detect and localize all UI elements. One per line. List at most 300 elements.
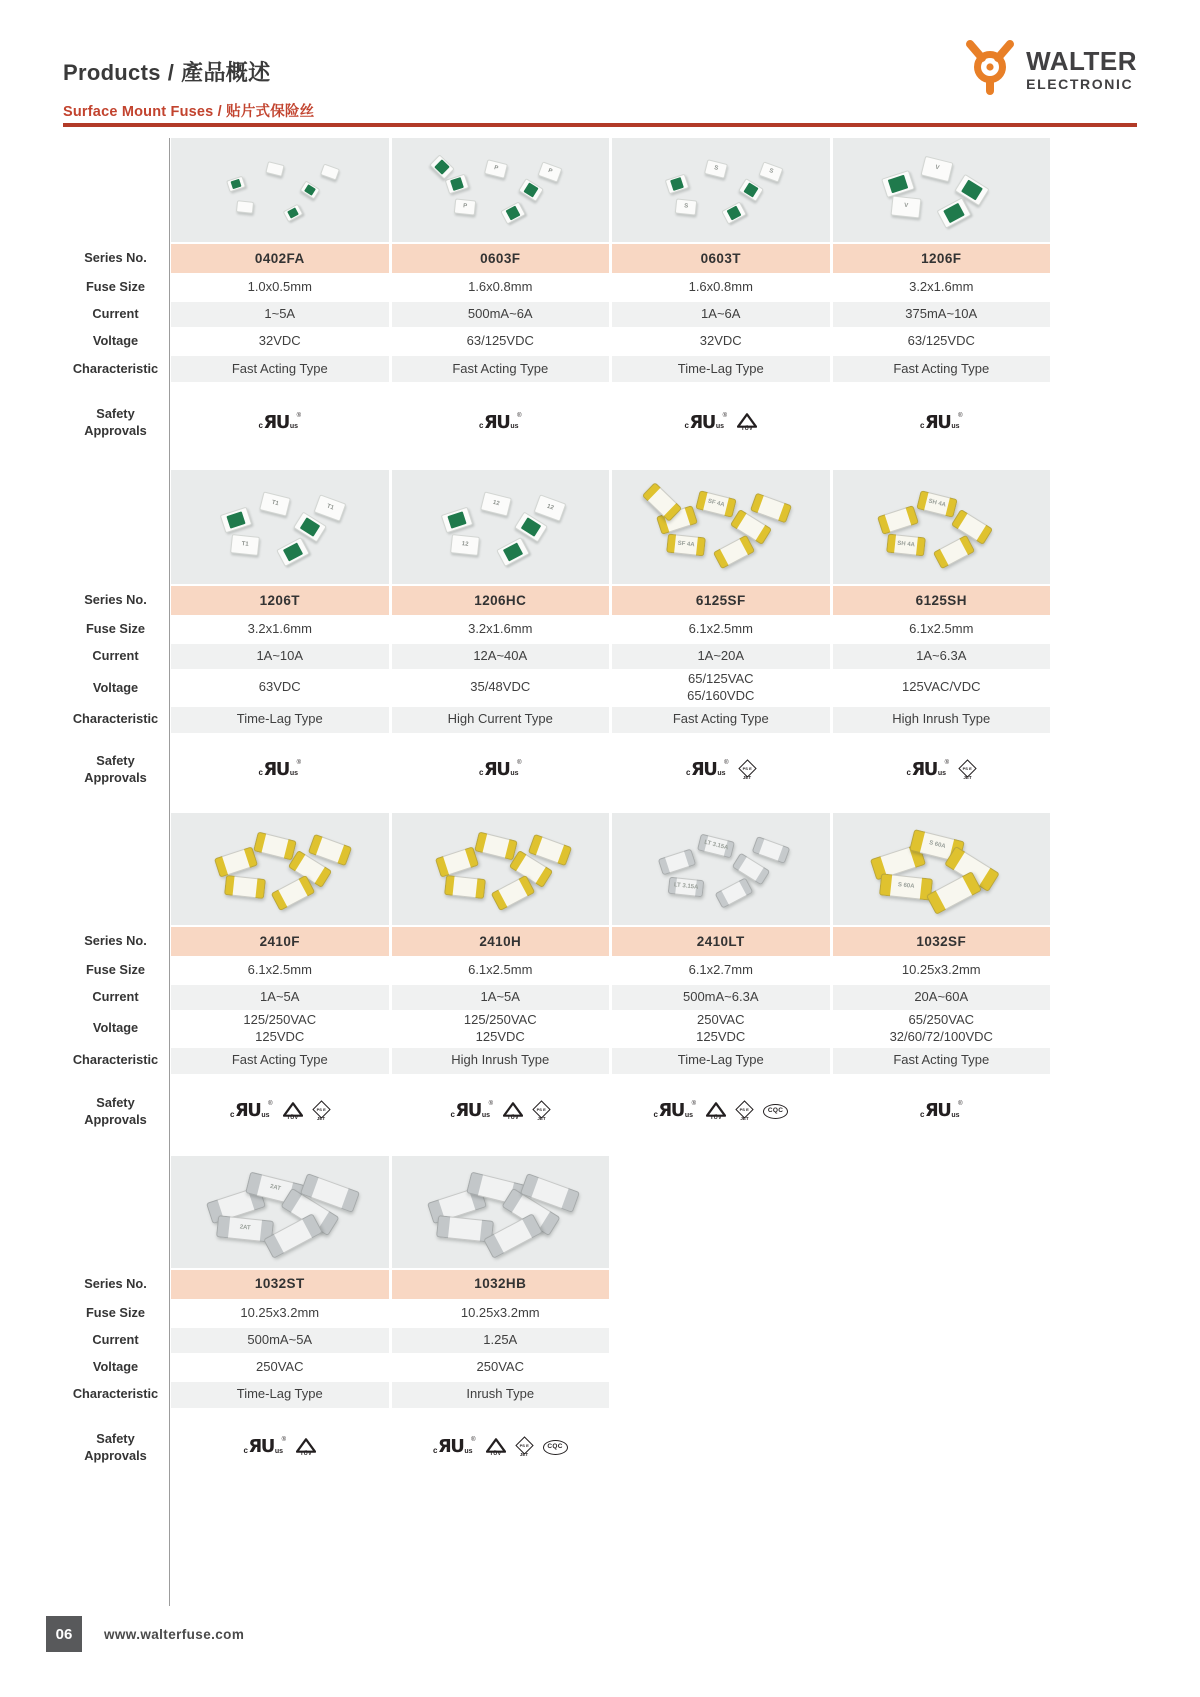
voltage-line: 35/48VDC — [470, 679, 531, 695]
fuse-marking-text: 12 — [492, 499, 501, 508]
product-groups — [63, 138, 1050, 1486]
fuse-chip — [480, 492, 512, 517]
cULus-mark-icon — [229, 1100, 273, 1122]
jet-mark-icon — [736, 1101, 753, 1122]
fuse-marking-text: 12 — [546, 502, 555, 511]
voltage-line: 125VDC — [696, 1028, 746, 1044]
cULus-prefix: c — [653, 1109, 658, 1119]
product-photo — [612, 138, 830, 242]
current-value: 12A~40A — [392, 644, 610, 669]
jet-inner-text: PS E — [316, 1106, 326, 1112]
fuse-chip — [440, 507, 473, 534]
fuse-chip — [666, 534, 706, 557]
cULus-main: ЯU — [455, 1100, 481, 1122]
row-label-current: Current — [92, 306, 139, 322]
cULus-prefix: c — [478, 767, 484, 777]
cULus-mark-icon — [478, 411, 522, 433]
voltage-line: 125/250VAC — [243, 1011, 317, 1027]
fuse-marking-text: P — [463, 202, 468, 209]
row-label-characteristic: Characteristic — [72, 711, 159, 727]
fuse-marking-text: T1 — [271, 499, 280, 508]
fuse-marking-text: V — [934, 164, 940, 172]
empty-cell — [612, 1328, 830, 1353]
fuse-chip — [920, 156, 953, 182]
jet-diamond-shape — [958, 759, 976, 777]
characteristic-value: High Inrush Type — [833, 707, 1051, 733]
current-value: 500mA~5A — [171, 1328, 389, 1353]
tuv-label: TÜV — [507, 1114, 519, 1121]
series-number: 1206F — [833, 244, 1051, 273]
product-photo — [833, 138, 1051, 242]
row-label-current: Current — [92, 988, 139, 1004]
fuse-chip — [758, 162, 783, 183]
voltage-value — [392, 329, 610, 354]
cULus-suffix: us — [951, 423, 960, 431]
cULus-main: ЯU — [437, 1436, 464, 1458]
safety-approvals — [612, 384, 830, 462]
voltage-value — [612, 329, 830, 354]
series-number: 6125SH — [833, 586, 1051, 615]
jet-diamond-shape — [735, 1101, 753, 1119]
tuv-mark-icon — [503, 1102, 523, 1122]
cULus-suffix: us — [464, 1447, 473, 1455]
photo-row-spacer — [63, 1156, 168, 1268]
series-number: 2410H — [392, 927, 610, 956]
empty-cell — [612, 1355, 830, 1380]
row-label-series: Series No. — [84, 592, 147, 608]
brand-subname: ELECTRONIC — [1026, 76, 1134, 92]
series-number: 0603T — [612, 244, 830, 273]
fuse-size-value: 10.25x3.2mm — [460, 1304, 540, 1320]
safety-approvals — [833, 1076, 1051, 1148]
row-label-size: Fuse Size — [85, 961, 146, 977]
fuse-size-value: 1.6x0.8mm — [468, 279, 533, 295]
page-title-separator: / — [167, 60, 175, 85]
series-number: 0603F — [392, 244, 610, 273]
product-photo — [171, 138, 389, 242]
cULus-main: ЯU — [924, 1100, 951, 1122]
tuv-label: TÜV — [489, 1450, 502, 1457]
safety-approvals — [833, 735, 1051, 805]
cULus-reg: ® — [296, 759, 302, 766]
empty-cell — [612, 1301, 830, 1326]
characteristic-value: Fast Acting Type — [833, 1048, 1051, 1074]
fuse-marking-text: 12 — [461, 541, 470, 548]
fuse-chip — [933, 535, 975, 570]
row-label-safety-approvals — [63, 1076, 168, 1148]
jet-inner-text: PS E — [739, 1106, 750, 1112]
product-group-4 — [63, 1156, 1050, 1486]
brand-wordmark — [1026, 48, 1137, 91]
cULus-mark-icon — [685, 758, 729, 780]
tuv-mark-icon — [296, 1438, 316, 1458]
fuse-chip — [484, 159, 508, 179]
voltage-line: 250VAC — [256, 1358, 304, 1374]
voltage-value — [612, 671, 830, 705]
cULus-prefix: c — [919, 421, 925, 431]
empty-photo-cell — [833, 1156, 1051, 1268]
jet-mark-icon — [533, 1101, 550, 1122]
fuse-chip — [226, 175, 246, 192]
row-label-safety-approvals — [63, 735, 168, 805]
cULus-main: ЯU — [689, 411, 715, 433]
cULus-mark-icon — [906, 758, 950, 780]
fuse-size-value: 10.25x3.2mm — [901, 961, 981, 977]
fuse-marking-text: SH 4A — [927, 498, 947, 509]
safety-label-line1: Safety — [96, 1430, 135, 1446]
voltage-line: 125/250VAC — [463, 1011, 537, 1027]
photo-row-spacer — [63, 813, 168, 925]
cULus-main: ЯU — [483, 411, 510, 433]
cULus-reg: ® — [722, 412, 728, 419]
cULus-prefix: c — [685, 767, 691, 777]
characteristic-value: Fast Acting Type — [833, 356, 1051, 382]
cULus-reg: ® — [296, 412, 302, 419]
cULus-prefix: c — [229, 1109, 235, 1119]
safety-approvals — [392, 384, 610, 462]
fuse-size-value: 3.2x1.6mm — [909, 279, 974, 295]
fuse-chip — [220, 507, 253, 534]
fuse-chip — [266, 161, 285, 177]
fuse-chip — [320, 164, 340, 181]
jet-diamond-shape — [738, 759, 756, 777]
cULus-prefix: c — [906, 767, 911, 777]
characteristic-value: High Current Type — [392, 707, 610, 733]
cULus-suffix: us — [510, 769, 519, 777]
fuse-chip — [445, 875, 487, 899]
characteristic-value: Time-Lag Type — [612, 356, 830, 382]
brand-logo — [963, 38, 1137, 101]
cULus-prefix: c — [919, 1109, 925, 1119]
product-table — [63, 138, 1050, 1494]
fuse-chip — [881, 170, 915, 198]
row-label-safety-approvals — [63, 1410, 168, 1486]
voltage-line: 125VAC/VDC — [901, 679, 981, 695]
cULus-mark-icon — [258, 758, 302, 780]
empty-cell — [612, 1410, 830, 1486]
empty-cell — [612, 1382, 830, 1408]
series-number: 1206HC — [392, 586, 610, 615]
cULus-prefix: c — [478, 421, 484, 431]
row-label-characteristic: Characteristic — [72, 1386, 159, 1402]
current-value: 20A~60A — [833, 985, 1051, 1010]
empty-cell — [833, 1328, 1051, 1353]
row-label-current: Current — [92, 1331, 139, 1347]
safety-approvals — [612, 1076, 830, 1148]
jet-mark-icon — [313, 1101, 330, 1122]
cULus-main: ЯU — [483, 758, 510, 780]
characteristic-value: Inrush Type — [392, 1382, 610, 1408]
empty-cell — [833, 1301, 1051, 1326]
fuse-marking-text: SH 4A — [897, 540, 916, 549]
fuse-chip — [236, 200, 254, 214]
cULus-reg: ® — [958, 412, 963, 419]
fuse-chip — [518, 178, 544, 202]
jet-diamond-shape — [532, 1101, 550, 1119]
product-photo — [392, 470, 610, 584]
jet-mark-icon — [516, 1437, 533, 1458]
product-group-2 — [63, 470, 1050, 805]
fuse-marking-text: S 60A — [897, 881, 916, 890]
tuv-mark-icon — [737, 413, 757, 433]
cULus-reg: ® — [471, 1437, 476, 1444]
empty-cell — [833, 1382, 1051, 1408]
cULus-main: ЯU — [924, 411, 951, 433]
fuse-size-value: 6.1x2.5mm — [247, 961, 312, 977]
empty-photo-cell — [612, 1156, 830, 1268]
fuse-chip — [675, 198, 697, 215]
safety-label-line2: Approvals — [84, 1447, 147, 1463]
product-photo — [612, 813, 830, 925]
row-label-size: Fuse Size — [85, 621, 146, 637]
fuse-chip — [313, 494, 346, 521]
cULus-reg: ® — [517, 759, 522, 766]
fuse-chip — [435, 846, 479, 877]
voltage-line: 125VDC — [255, 1028, 305, 1044]
cqc-mark-icon: CQC — [763, 1104, 788, 1119]
row-label-characteristic: Characteristic — [72, 360, 159, 376]
fuse-size-value: 6.1x2.5mm — [468, 961, 533, 977]
page-number-badge: 06 — [46, 1616, 82, 1652]
fuse-chip — [454, 198, 476, 215]
fuse-size-value: 6.1x2.5mm — [909, 621, 974, 637]
product-photo — [171, 470, 389, 584]
cULus-main: ЯU — [658, 1100, 684, 1122]
fuse-chip — [713, 535, 755, 570]
walter-logo-icon — [963, 38, 1017, 101]
voltage-line: 250VAC — [476, 1358, 524, 1374]
section-divider-rule — [63, 123, 1137, 127]
fuse-size-value: 6.1x2.7mm — [688, 961, 753, 977]
product-photo — [171, 813, 389, 925]
voltage-line: 63VDC — [258, 679, 301, 695]
jet-inner-text: PS E — [962, 765, 973, 771]
cULus-mark-icon — [653, 1100, 697, 1122]
fuse-chip — [877, 505, 919, 535]
row-label-size: Fuse Size — [85, 1304, 146, 1320]
cULus-reg: ® — [944, 759, 950, 766]
cULus-main: ЯU — [248, 1436, 274, 1458]
current-value: 1A~6.3A — [833, 644, 1051, 669]
row-label-current: Current — [92, 648, 139, 664]
fuse-chip — [891, 195, 922, 218]
characteristic-value: Time-Lag Type — [171, 1382, 389, 1408]
header — [63, 38, 1137, 101]
voltage-value — [171, 671, 389, 705]
safety-label-line2: Approvals — [84, 423, 147, 438]
cULus-main: ЯU — [263, 758, 289, 780]
tuv-mark-icon — [706, 1102, 726, 1122]
safety-approvals — [833, 384, 1051, 462]
fuse-chip — [300, 180, 321, 199]
cULus-suffix: us — [684, 1111, 694, 1119]
fuse-marking-text: SF 4A — [677, 540, 695, 549]
voltage-value — [612, 1012, 830, 1046]
series-number: 0402FA — [171, 244, 389, 273]
fuse-size-value: 1.6x0.8mm — [688, 279, 753, 295]
series-number: 1206T — [171, 586, 389, 615]
voltage-value — [833, 1012, 1051, 1046]
empty-cell — [612, 1270, 830, 1299]
safety-label-line1: Safety — [96, 753, 135, 769]
website-text: www.walterfuse.com — [104, 1626, 245, 1642]
fuse-chip — [738, 178, 764, 202]
cULus-suffix: us — [715, 423, 725, 431]
safety-label-line2: Approvals — [84, 1111, 147, 1127]
characteristic-value: Time-Lag Type — [171, 707, 389, 733]
fuse-chip — [714, 878, 753, 909]
table-divider-line — [169, 138, 170, 1606]
current-value: 1A~5A — [171, 985, 389, 1010]
safety-approvals — [171, 384, 389, 462]
row-label-size: Fuse Size — [85, 279, 146, 295]
fuse-marking-text: S — [768, 167, 774, 175]
safety-approvals — [171, 1410, 389, 1486]
safety-label-line2: Approvals — [84, 769, 147, 785]
voltage-line: 65/125VAC — [687, 671, 754, 686]
product-photo — [392, 813, 610, 925]
fuse-marking-text: P — [547, 167, 554, 175]
safety-approvals — [171, 735, 389, 805]
voltage-line: 32VDC — [258, 333, 301, 349]
product-photo — [392, 1156, 610, 1268]
fuse-chip — [665, 173, 690, 194]
tuv-mark-icon — [486, 1438, 506, 1458]
cULus-prefix: c — [243, 1445, 248, 1455]
cULus-suffix: us — [937, 769, 947, 777]
current-value: 1~5A — [171, 302, 389, 327]
row-label-series: Series No. — [84, 250, 147, 266]
cULus-prefix: c — [258, 767, 263, 777]
jet-diamond-shape — [515, 1437, 533, 1455]
jet-inner-text: PS E — [519, 1442, 529, 1448]
page-title-en: Products — [63, 60, 161, 85]
fuse-chip — [926, 871, 982, 915]
voltage-line: 250VAC — [697, 1011, 745, 1027]
cULus-main: ЯU — [234, 1100, 261, 1122]
series-number: 2410LT — [612, 927, 830, 956]
cULus-prefix: c — [432, 1445, 438, 1455]
product-photo — [833, 813, 1051, 925]
characteristic-value: Fast Acting Type — [612, 707, 830, 733]
fuse-marking-text: S 60A — [928, 840, 946, 851]
characteristic-value: Fast Acting Type — [171, 356, 389, 382]
series-number: 6125SF — [612, 586, 830, 615]
current-value: 375mA~10A — [833, 302, 1051, 327]
row-label-voltage: Voltage — [92, 1358, 139, 1374]
fuse-marking-text: 2AT — [239, 1225, 251, 1233]
fuse-size-value: 10.25x3.2mm — [240, 1304, 320, 1320]
voltage-value — [833, 329, 1051, 354]
cULus-reg: ® — [281, 1437, 287, 1444]
row-label-safety-approvals — [63, 384, 168, 462]
characteristic-value: High Inrush Type — [392, 1048, 610, 1074]
product-photo — [171, 1156, 389, 1268]
product-photo — [392, 138, 610, 242]
fuse-chip — [668, 876, 705, 897]
current-value: 1A~20A — [612, 644, 830, 669]
safety-approvals — [392, 1410, 610, 1486]
jet-label: JET — [742, 774, 752, 780]
tuv-label: TÜV — [300, 1450, 312, 1457]
characteristic-value: Time-Lag Type — [612, 1048, 830, 1074]
fuse-chip — [937, 197, 972, 228]
cULus-suffix: us — [289, 769, 299, 777]
row-label-voltage: Voltage — [92, 679, 139, 695]
fuse-chip — [230, 534, 260, 556]
fuse-chip — [887, 534, 927, 557]
safety-label-line1: Safety — [96, 406, 135, 422]
fuse-chip — [254, 832, 298, 861]
fuse-chip — [276, 537, 310, 567]
fuse-chip — [697, 834, 735, 859]
jet-label: JET — [537, 1116, 546, 1122]
tuv-label: TÜV — [286, 1114, 299, 1121]
fuse-chip — [879, 873, 933, 900]
cULus-mark-icon — [919, 1100, 963, 1122]
voltage-line: 63/125VDC — [907, 333, 975, 349]
row-label-characteristic: Characteristic — [72, 1052, 159, 1068]
tuv-mark-icon — [283, 1102, 303, 1122]
current-value: 1A~6A — [612, 302, 830, 327]
safety-approvals — [392, 735, 610, 805]
tuv-label: TÜV — [710, 1114, 722, 1121]
series-number: 1032SF — [833, 927, 1051, 956]
cULus-mark-icon — [258, 411, 302, 433]
voltage-value — [171, 1355, 389, 1380]
fuse-chip — [534, 494, 567, 521]
fuse-chip — [260, 492, 292, 517]
fuse-marking-text: S — [683, 202, 689, 209]
voltage-value — [392, 1355, 610, 1380]
safety-approvals — [392, 1076, 610, 1148]
fuse-chip — [751, 836, 790, 864]
cqc-mark-icon: CQC — [543, 1440, 568, 1455]
jet-label: JET — [316, 1116, 326, 1122]
fuse-marking-text: 2AT — [269, 1184, 282, 1193]
fuse-chip — [721, 201, 747, 224]
fuse-chip — [658, 849, 697, 876]
jet-mark-icon — [959, 760, 976, 781]
fuse-size-value: 1.0x0.5mm — [247, 279, 312, 295]
jet-label: JET — [963, 774, 972, 780]
cULus-reg: ® — [268, 1101, 273, 1108]
brand-name: WALTER — [1026, 46, 1137, 76]
cULus-prefix: c — [684, 421, 689, 431]
jet-inner-text: PS E — [536, 1106, 547, 1112]
characteristic-value: Fast Acting Type — [171, 1048, 389, 1074]
fuse-marking-text: T1 — [325, 502, 335, 511]
fuse-chip — [224, 875, 266, 899]
fuse-chip — [491, 875, 536, 911]
fuse-size-value: 6.1x2.5mm — [688, 621, 753, 637]
cULus-suffix: us — [951, 1111, 960, 1119]
cULus-main: ЯU — [911, 758, 937, 780]
fuse-chip — [282, 204, 303, 223]
fuse-marking-text: P — [493, 164, 499, 172]
cULus-mark-icon — [684, 411, 728, 433]
voltage-line: 65/160VDC — [687, 687, 755, 703]
empty-cell — [833, 1355, 1051, 1380]
cULus-prefix: c — [258, 421, 263, 431]
cULus-main: ЯU — [690, 758, 717, 780]
jet-diamond-shape — [312, 1101, 330, 1119]
product-photo — [612, 470, 830, 584]
current-value: 500mA~6.3A — [612, 985, 830, 1010]
fuse-chip — [451, 534, 481, 556]
jet-inner-text: PS E — [742, 765, 752, 771]
fuse-marking-text: V — [904, 202, 909, 209]
